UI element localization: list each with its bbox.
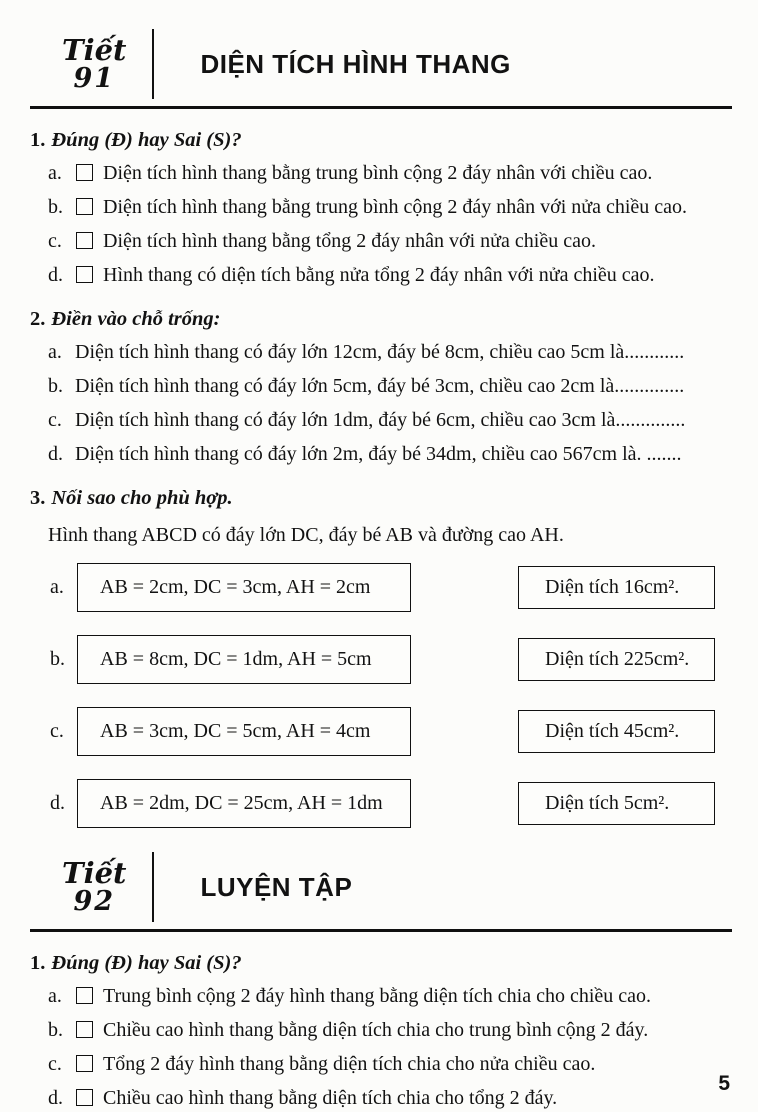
header-divider-line xyxy=(152,29,154,99)
tiet-number: 92 xyxy=(73,886,116,918)
lesson-91-tiet-block xyxy=(62,32,152,95)
tf-item xyxy=(48,984,730,1009)
item-text: Diện tích hình thang có đáy lớn 5cm, đáy bé 3cm, chiều cao 2cm là.............. xyxy=(75,375,685,397)
answer-checkbox[interactable] xyxy=(76,198,93,215)
question-number: 3. xyxy=(30,487,46,509)
question-number: 2. xyxy=(30,308,46,330)
item-letter: d. xyxy=(50,792,65,814)
item-letter: c. xyxy=(48,230,62,252)
answer-checkbox[interactable] xyxy=(76,1021,93,1038)
answer-checkbox[interactable] xyxy=(76,987,93,1004)
tiet-number: 91 xyxy=(73,63,116,95)
match-left-box[interactable]: AB = 8cm, DC = 1dm, AH = 5cm xyxy=(77,635,411,684)
match-row xyxy=(50,635,758,684)
lesson-92-tiet-block xyxy=(62,855,152,918)
item-letter: b. xyxy=(48,196,63,218)
fill-item xyxy=(48,442,730,467)
matching-exercise xyxy=(50,563,758,828)
question-number: 1. xyxy=(30,952,46,974)
tf-item xyxy=(48,263,730,288)
item-letter: a. xyxy=(48,341,62,363)
l91-q3-heading xyxy=(30,487,730,510)
item-text: Diện tích hình thang bằng trung bình cộng 2 đáy nhân với chiều cao. xyxy=(103,162,653,184)
item-letter: b. xyxy=(48,375,63,397)
tf-item xyxy=(48,229,730,254)
item-text: Hình thang có diện tích bằng nửa tổng 2 đáy nhân với nửa chiều cao. xyxy=(103,264,655,286)
lesson-92-rule xyxy=(30,929,732,932)
tf-item xyxy=(48,1018,730,1043)
tf-item xyxy=(48,1086,730,1111)
match-row xyxy=(50,707,758,756)
l91-q3-intro: Hình thang ABCD có đáy lớn DC, đáy bé AB và đường cao AH. xyxy=(48,524,564,546)
fill-item xyxy=(48,408,730,433)
l92-q1-items xyxy=(48,984,730,1111)
lesson-91-rule xyxy=(30,106,732,109)
l91-q1-heading xyxy=(30,129,730,152)
match-left-box[interactable]: AB = 3cm, DC = 5cm, AH = 4cm xyxy=(77,707,411,756)
match-right-box[interactable]: Diện tích 16cm². xyxy=(518,566,715,609)
question-number: 1. xyxy=(30,129,46,151)
item-letter: a. xyxy=(48,985,62,1007)
item-letter: b. xyxy=(48,1019,63,1041)
match-right-box[interactable]: Diện tích 45cm². xyxy=(518,710,715,753)
item-letter: d. xyxy=(48,443,63,465)
item-text: Diện tích hình thang có đáy lớn 12cm, đáy bé 8cm, chiều cao 5cm là............ xyxy=(75,341,685,363)
l91-q2-items xyxy=(48,340,730,467)
item-text: Diện tích hình thang có đáy lớn 1dm, đáy bé 6cm, chiều cao 3cm là.............. xyxy=(75,409,686,431)
tf-item xyxy=(48,1052,730,1077)
item-text: Trung bình cộng 2 đáy hình thang bằng diện tích chia cho chiều cao. xyxy=(103,985,652,1007)
item-text: Diện tích hình thang bằng trung bình cộng 2 đáy nhân với nửa chiều cao. xyxy=(103,196,688,218)
answer-checkbox[interactable] xyxy=(76,1089,93,1106)
tiet-label: Tiết xyxy=(62,855,127,890)
header-divider-line xyxy=(152,852,154,922)
question-label: Đúng (Đ) hay Sai (S)? xyxy=(51,952,242,974)
lesson-92-header xyxy=(62,851,730,923)
item-letter: c. xyxy=(50,720,64,742)
answer-checkbox[interactable] xyxy=(76,266,93,283)
item-letter: a. xyxy=(50,576,64,598)
tf-item xyxy=(48,195,730,220)
item-text: Diện tích hình thang bằng tổng 2 đáy nhân với nửa chiều cao. xyxy=(103,230,596,252)
lesson-92-title: LUYỆN TẬP xyxy=(200,871,353,902)
l91-q2-heading xyxy=(30,308,730,331)
fill-item xyxy=(48,374,730,399)
item-text: Tổng 2 đáy hình thang bằng diện tích chia cho nửa chiều cao. xyxy=(103,1053,596,1075)
match-row xyxy=(50,563,758,612)
item-letter: a. xyxy=(48,162,62,184)
item-letter: c. xyxy=(48,409,62,431)
page-number: 5 xyxy=(718,1072,730,1095)
lesson-91-title: DIỆN TÍCH HÌNH THANG xyxy=(200,48,511,79)
item-letter: b. xyxy=(50,648,65,670)
item-text: Chiều cao hình thang bằng diện tích chia cho trung bình cộng 2 đáy. xyxy=(103,1019,649,1041)
lesson-91-header xyxy=(62,28,730,100)
answer-checkbox[interactable] xyxy=(76,232,93,249)
question-label: Đúng (Đ) hay Sai (S)? xyxy=(51,129,242,151)
match-right-box[interactable]: Diện tích 225cm². xyxy=(518,638,715,681)
item-text: Diện tích hình thang có đáy lớn 2m, đáy bé 34dm, chiều cao 567cm là. ....... xyxy=(75,443,682,465)
item-letter: d. xyxy=(48,1087,63,1109)
item-letter: d. xyxy=(48,264,63,286)
item-letter: c. xyxy=(48,1053,62,1075)
fill-item xyxy=(48,340,730,365)
match-right-box[interactable]: Diện tích 5cm². xyxy=(518,782,715,825)
tf-item xyxy=(48,161,730,186)
l91-q1-items xyxy=(48,161,730,288)
match-left-box[interactable]: AB = 2cm, DC = 3cm, AH = 2cm xyxy=(77,563,411,612)
question-label: Điền vào chỗ trống: xyxy=(51,308,221,330)
answer-checkbox[interactable] xyxy=(76,1055,93,1072)
match-left-box[interactable]: AB = 2dm, DC = 25cm, AH = 1dm xyxy=(77,779,411,828)
tiet-label: Tiết xyxy=(62,32,127,67)
l92-q1-heading xyxy=(30,952,730,975)
item-text: Chiều cao hình thang bằng diện tích chia cho tổng 2 đáy. xyxy=(103,1087,558,1109)
match-row xyxy=(50,779,758,828)
question-label: Nối sao cho phù hợp. xyxy=(51,487,233,509)
answer-checkbox[interactable] xyxy=(76,164,93,181)
